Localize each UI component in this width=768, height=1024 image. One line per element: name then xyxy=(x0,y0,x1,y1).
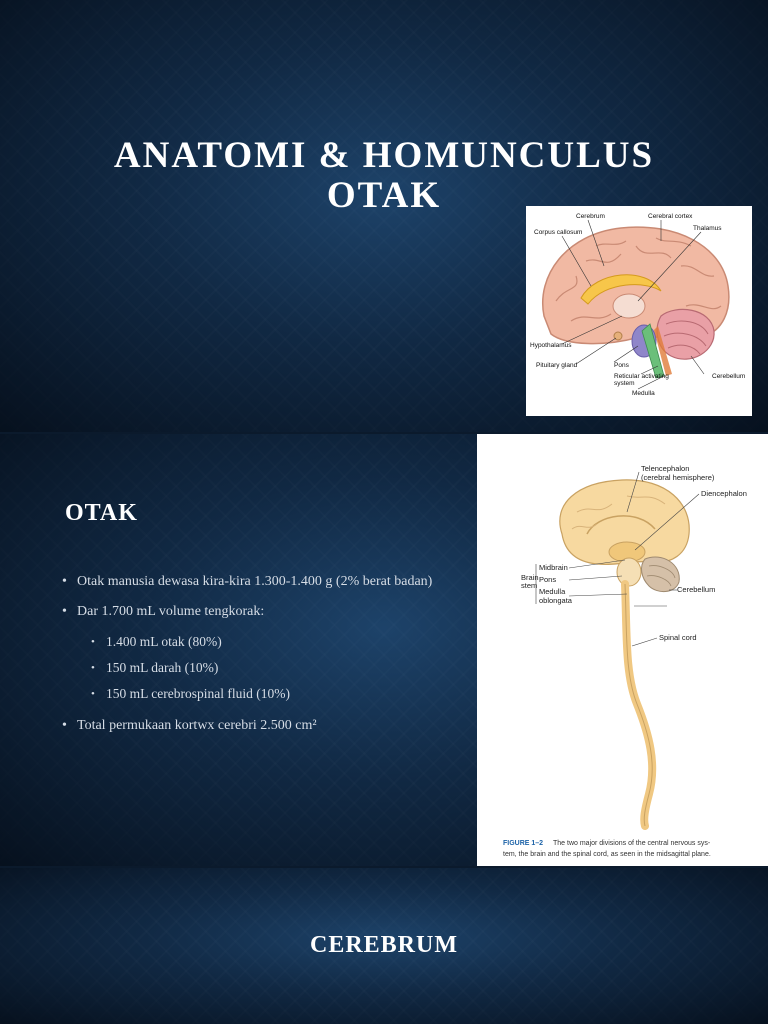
label-brain-stem-2: stem xyxy=(521,581,538,590)
brain-sagittal-figure xyxy=(526,206,752,416)
label-medulla-1: Medulla xyxy=(539,587,566,596)
label-telencephalon-sub: (cerebral hemisphere) xyxy=(641,473,715,482)
figure-caption-number: FIGURE 1–2 xyxy=(503,840,544,847)
label-pituitary-gland: Pituitary gland xyxy=(536,362,578,369)
label-corpus-callosum: Corpus callosum xyxy=(534,229,583,236)
label-midbrain: Midbrain xyxy=(539,563,568,572)
label-reticular-2: system xyxy=(614,380,635,387)
label-cerebrum: Cerebrum xyxy=(576,213,605,220)
slide-heading: OTAK xyxy=(65,500,138,526)
slide-title-heading: ANATOMI & HOMUNCULUS OTAK xyxy=(113,135,655,216)
bullet-item: • Otak manusia dewasa kira-kira 1.300-1.400 g (2% berat badan) xyxy=(62,572,462,592)
label-cerebellum: Cerebellum xyxy=(712,373,746,380)
sub-bullet-item: • 150 mL cerebrospinal fluid (10%) xyxy=(62,684,462,704)
label-thalamus: Thalamus xyxy=(693,225,722,232)
bullet-list xyxy=(62,572,462,746)
slide-otak xyxy=(0,434,768,866)
cns-divisions-illustration xyxy=(477,434,768,866)
label-cerebral-cortex: Cerebral cortex xyxy=(648,213,693,220)
sub-bullet-item: • 150 mL darah (10%) xyxy=(62,658,462,678)
slide-title xyxy=(0,0,768,432)
label-hypothalamus: Hypothalamus xyxy=(530,342,572,349)
label-medulla-2: oblongata xyxy=(539,596,572,605)
figure-caption-line1: The two major divisions of the central nervous sys- xyxy=(553,840,711,847)
bullet-item: • Total permukaan kortwx cerebri 2.500 cm² xyxy=(62,716,462,736)
cns-divisions-figure xyxy=(477,434,768,866)
sub-bullet-item: • 1.400 mL otak (80%) xyxy=(62,632,462,652)
bullet-item: • Dar 1.700 mL volume tengkorak: xyxy=(62,602,462,622)
label-pons: Pons xyxy=(614,362,629,369)
label-cerebellum: Cerebellum xyxy=(677,585,716,594)
label-brain-stem-1: Brain xyxy=(521,573,539,582)
figure-caption-line2: tem, the brain and the spinal cord, as seen in the midsagittal plane. xyxy=(503,851,711,858)
label-telencephalon: Telencephalon xyxy=(641,464,690,473)
slide-heading: CEREBRUM xyxy=(309,932,458,958)
label-spinal-cord: Spinal cord xyxy=(659,633,697,642)
brain-sagittal-illustration xyxy=(526,206,752,416)
slide-cerebrum xyxy=(0,868,768,1024)
label-diencephalon: Diencephalon xyxy=(701,489,747,498)
label-medulla: Medulla xyxy=(632,390,655,397)
label-reticular-1: Reticular activating xyxy=(614,373,669,380)
label-pons: Pons xyxy=(539,575,557,584)
